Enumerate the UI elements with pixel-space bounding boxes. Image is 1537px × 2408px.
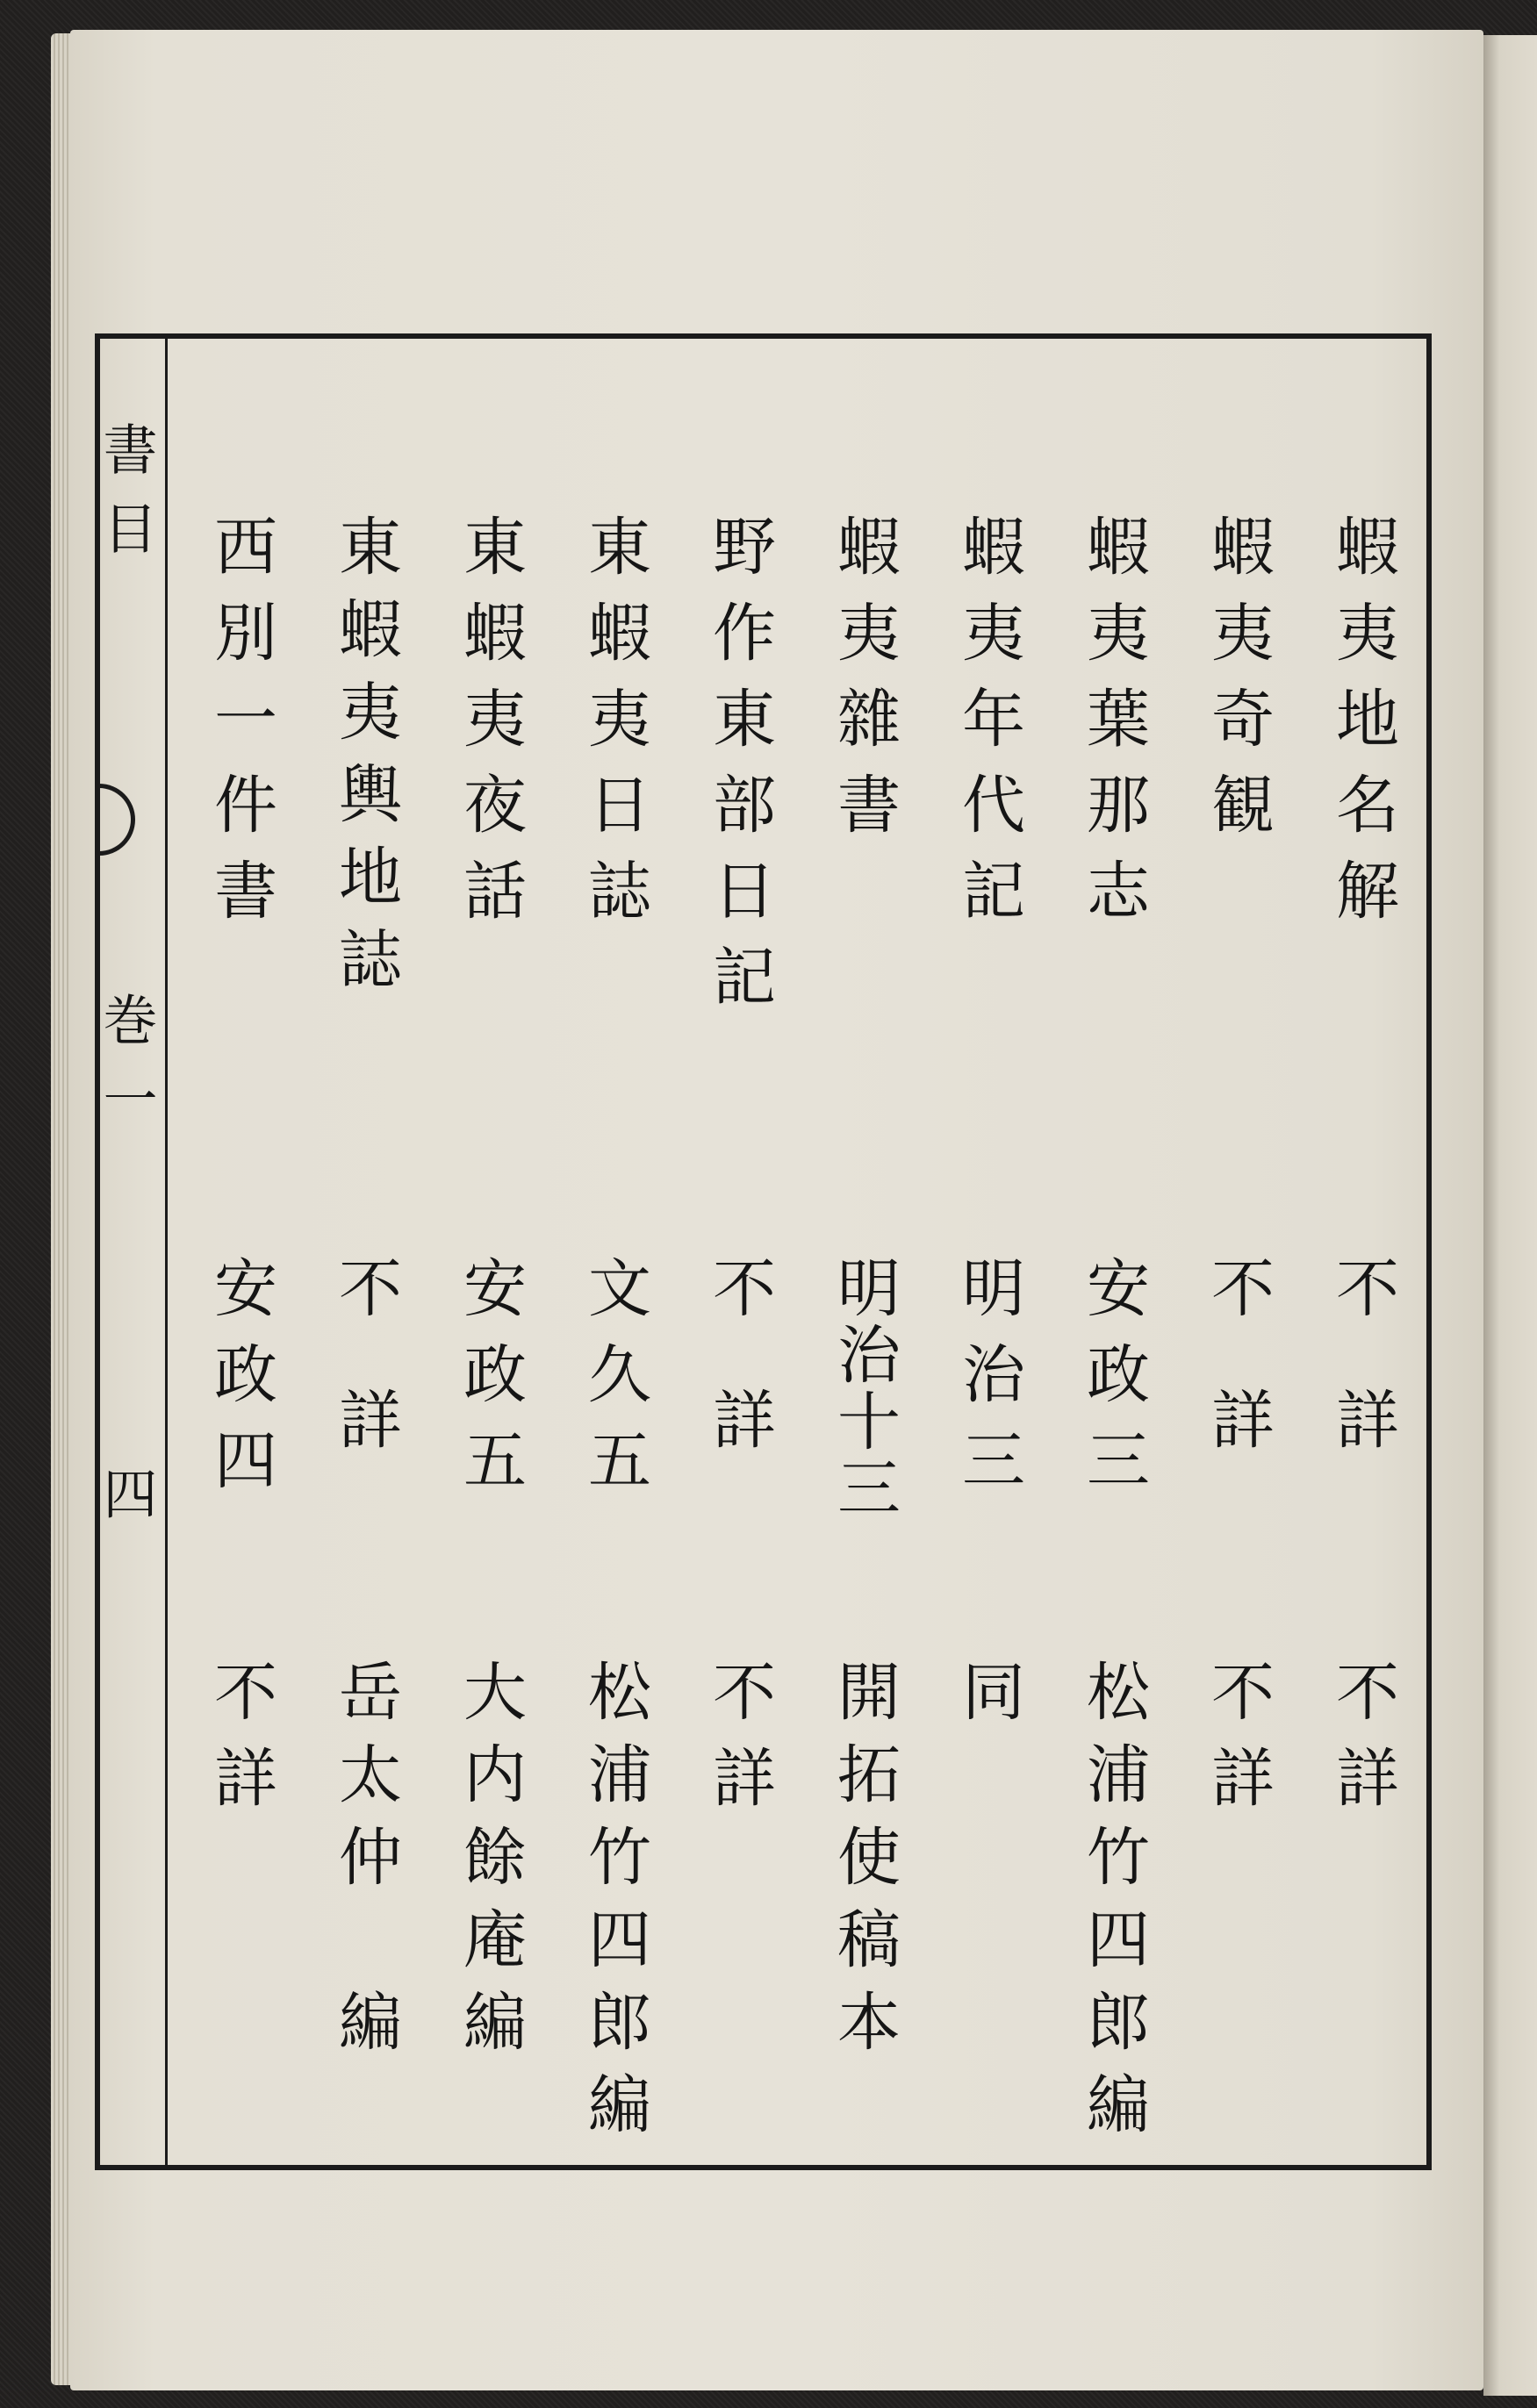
entry-title: 東蝦夷日誌 bbox=[578, 513, 651, 943]
entry-date: 不詳 bbox=[702, 1255, 776, 1518]
entry-title: 東蝦夷夜話 bbox=[453, 513, 527, 943]
entry-author: 松浦竹四郎編 bbox=[578, 1659, 651, 2154]
entry-author: 不詳 bbox=[204, 1659, 277, 1831]
entry-author: 岳太仲 編 bbox=[328, 1659, 402, 2071]
entry-date: 安政三 bbox=[1076, 1255, 1150, 1513]
facing-page-edge bbox=[1483, 35, 1537, 2396]
entry-title: 蝦夷雜書 bbox=[827, 513, 901, 857]
entry-date: 文久五 bbox=[578, 1255, 651, 1513]
entry-date: 明治三 bbox=[952, 1255, 1025, 1513]
gutter-folio: 四 bbox=[94, 1466, 158, 1544]
entry-date: 安政五 bbox=[453, 1255, 527, 1513]
entry-title: 蝦夷年代記 bbox=[952, 513, 1025, 943]
entry-author: 大内餘庵編 bbox=[453, 1659, 527, 2071]
entry-author: 松浦竹四郎編 bbox=[1076, 1659, 1150, 2154]
entry-author: 開拓使稿本 bbox=[827, 1659, 901, 2071]
entry-title: 野作東部日記 bbox=[702, 513, 776, 1029]
entry-date: 安政四 bbox=[204, 1255, 277, 1513]
entry-date: 不詳 bbox=[1325, 1255, 1399, 1518]
entry-title: 西別一件書 bbox=[204, 513, 277, 943]
entry-title: 蝦夷奇観 bbox=[1201, 513, 1275, 857]
entry-title: 蝦夷葉那志 bbox=[1076, 513, 1150, 943]
entry-author: 不詳 bbox=[1325, 1659, 1399, 1831]
entry-date: 不詳 bbox=[1201, 1255, 1275, 1518]
entry-date: 不詳 bbox=[328, 1255, 402, 1518]
entry-author: 不詳 bbox=[702, 1659, 776, 1831]
entry-author: 不詳 bbox=[1201, 1659, 1275, 1831]
gutter-volume: 巻一 bbox=[94, 992, 158, 1150]
entry-title: 東蝦夷輿地誌 bbox=[328, 513, 402, 1008]
entry-title: 蝦夷地名解 bbox=[1325, 513, 1399, 943]
entry-author: 同 bbox=[952, 1659, 1025, 1745]
entry-date: 明治十三 bbox=[827, 1255, 901, 1522]
gutter-divider-line bbox=[165, 339, 168, 2165]
gutter-title: 書目 bbox=[94, 421, 158, 579]
